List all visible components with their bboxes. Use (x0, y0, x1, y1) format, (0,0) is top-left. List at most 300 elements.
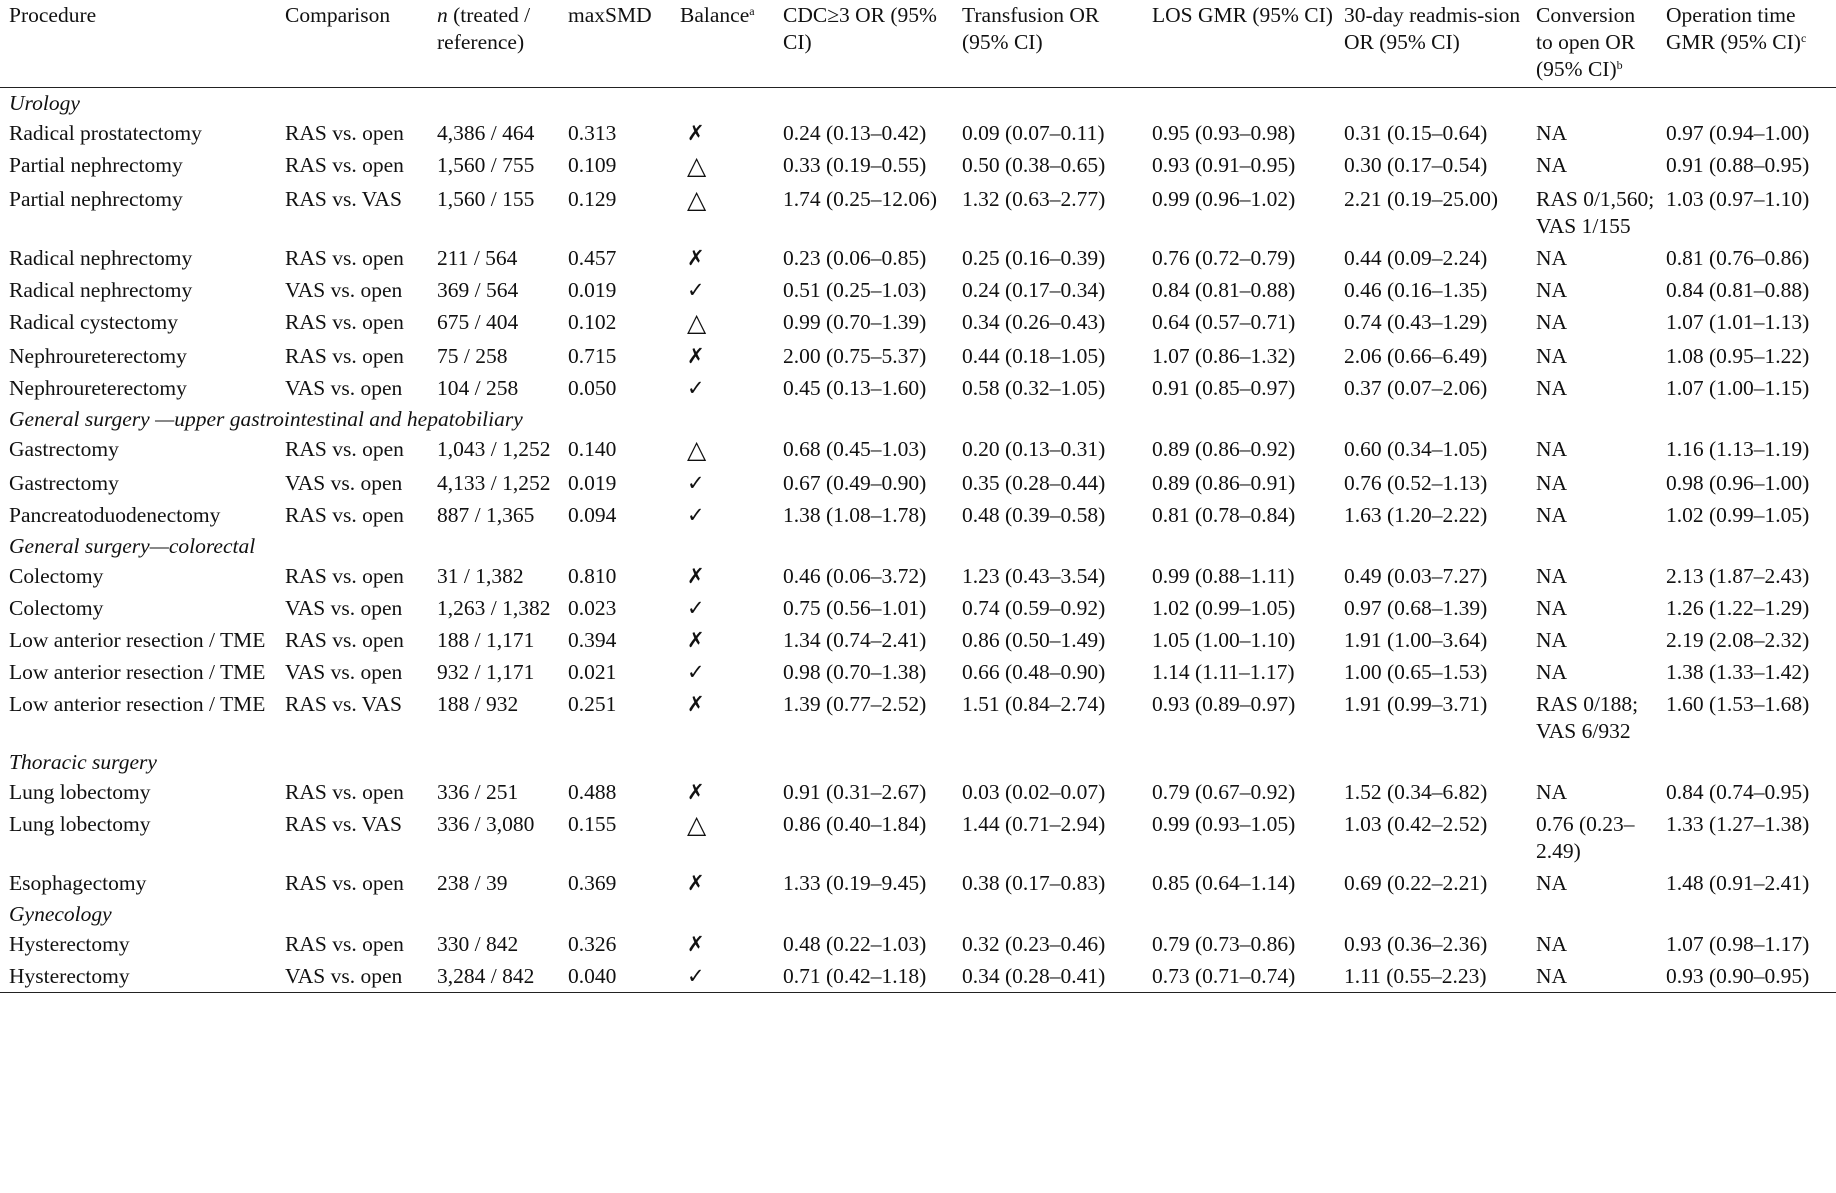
cell-maxsmd: 0.488 (568, 780, 617, 804)
header-conversion-footnote: b (1616, 58, 1623, 72)
cell-procedure: Hysterectomy (9, 932, 130, 956)
cell-los-gmr: 0.99 (0.93–1.05) (1152, 812, 1296, 836)
balance-cross-icon (671, 776, 774, 808)
cell-maxsmd: 0.023 (568, 596, 617, 620)
cell-los-gmr: 0.76 (0.72–0.79) (1152, 246, 1296, 270)
header-balance (671, 0, 774, 88)
cell-conversion-or: NA (1536, 246, 1568, 270)
section-row-thoracic (0, 747, 1836, 776)
cell-maxsmd: 0.155 (568, 812, 617, 836)
cell-transfusion-or: 0.58 (0.32–1.05) (962, 376, 1106, 400)
cell-maxsmd: 0.810 (568, 564, 617, 588)
cell-n: 75 / 258 (437, 344, 508, 368)
cell-optime-gmr: 0.84 (0.74–0.95) (1666, 780, 1810, 804)
cell-optime-gmr: 2.13 (1.87–2.43) (1666, 564, 1810, 588)
cell-readmission-or: 0.49 (0.03–7.27) (1344, 564, 1488, 588)
balance-check-icon (671, 499, 774, 531)
cell-los-gmr: 0.84 (0.81–0.88) (1152, 278, 1296, 302)
cell-transfusion-or: 0.48 (0.39–0.58) (962, 503, 1106, 527)
cell-n: 887 / 1,365 (437, 503, 535, 527)
cell-conversion-or: NA (1536, 628, 1568, 652)
cell-comparison: RAS vs. open (285, 564, 404, 588)
balance-symbol: ✗ (687, 780, 705, 804)
cell-transfusion-or: 0.86 (0.50–1.49) (962, 628, 1106, 652)
cell-comparison: RAS vs. VAS (285, 187, 402, 211)
cell-procedure: Low anterior resection / TME (9, 692, 266, 716)
table-row (0, 117, 1836, 149)
header-balance-text: Balance (680, 3, 750, 27)
cell-los-gmr: 0.79 (0.67–0.92) (1152, 780, 1296, 804)
balance-triangle-icon (671, 808, 774, 867)
cell-n: 3,284 / 842 (437, 964, 535, 988)
table-row (0, 372, 1836, 404)
cell-optime-gmr: 1.16 (1.13–1.19) (1666, 437, 1810, 461)
cell-readmission-or: 0.97 (0.68–1.39) (1344, 596, 1488, 620)
cell-conversion-or: NA (1536, 964, 1568, 988)
cell-readmission-or: 2.06 (0.66–6.49) (1344, 344, 1488, 368)
table-row (0, 433, 1836, 467)
cell-procedure: Lung lobectomy (9, 780, 151, 804)
balance-symbol: △ (687, 810, 707, 839)
cell-transfusion-or: 0.32 (0.23–0.46) (962, 932, 1106, 956)
table-row (0, 960, 1836, 993)
cell-conversion-or: NA (1536, 376, 1568, 400)
cell-maxsmd: 0.050 (568, 376, 617, 400)
cell-procedure: Colectomy (9, 564, 104, 588)
cell-comparison: VAS vs. open (285, 376, 403, 400)
cell-n: 336 / 251 (437, 780, 519, 804)
cell-procedure: Hysterectomy (9, 964, 130, 988)
cell-n: 1,560 / 155 (437, 187, 535, 211)
cell-transfusion-or: 0.20 (0.13–0.31) (962, 437, 1106, 461)
cell-los-gmr: 0.95 (0.93–0.98) (1152, 121, 1296, 145)
cell-procedure: Nephroureterectomy (9, 344, 187, 368)
cell-readmission-or: 2.21 (0.19–25.00) (1344, 187, 1499, 211)
cell-transfusion-or: 0.09 (0.07–0.11) (962, 121, 1105, 145)
cell-comparison: RAS vs. open (285, 628, 404, 652)
cell-readmission-or: 0.37 (0.07–2.06) (1344, 376, 1488, 400)
balance-check-icon (671, 656, 774, 688)
balance-symbol: ✗ (687, 564, 705, 588)
cell-readmission-or: 0.74 (0.43–1.29) (1344, 310, 1488, 334)
cell-transfusion-or: 0.25 (0.16–0.39) (962, 246, 1106, 270)
cell-conversion-or: RAS 0/1,560; VAS 1/155 (1536, 187, 1655, 238)
balance-symbol: △ (687, 308, 707, 337)
balance-symbol: ✗ (687, 628, 705, 652)
table-row (0, 808, 1836, 867)
cell-maxsmd: 0.021 (568, 660, 617, 684)
cell-cdc-or: 0.45 (0.13–1.60) (783, 376, 927, 400)
cell-readmission-or: 0.76 (0.52–1.13) (1344, 471, 1488, 495)
cell-transfusion-or: 0.50 (0.38–0.65) (962, 153, 1106, 177)
cell-los-gmr: 1.14 (1.11–1.17) (1152, 660, 1295, 684)
cell-procedure: Pancreatoduodenectomy (9, 503, 221, 527)
cell-cdc-or: 1.74 (0.25–12.06) (783, 187, 938, 211)
balance-cross-icon (671, 867, 774, 899)
cell-transfusion-or: 0.34 (0.26–0.43) (962, 310, 1106, 334)
balance-symbol: △ (687, 151, 707, 180)
cell-maxsmd: 0.457 (568, 246, 617, 270)
cell-comparison: RAS vs. open (285, 310, 404, 334)
cell-optime-gmr: 0.81 (0.76–0.86) (1666, 246, 1810, 270)
cell-conversion-or: NA (1536, 310, 1568, 334)
cell-n: 31 / 1,382 (437, 564, 524, 588)
cell-conversion-or: RAS 0/188; VAS 6/932 (1536, 692, 1639, 743)
cell-transfusion-or: 0.38 (0.17–0.83) (962, 871, 1106, 895)
cell-cdc-or: 1.39 (0.77–2.52) (783, 692, 927, 716)
cell-conversion-or: NA (1536, 471, 1568, 495)
cell-los-gmr: 1.07 (0.86–1.32) (1152, 344, 1296, 368)
balance-cross-icon (671, 340, 774, 372)
header-n (428, 0, 559, 88)
cell-n: 1,263 / 1,382 (437, 596, 551, 620)
section-label: General surgery—colorectal (9, 534, 256, 558)
cell-comparison: RAS vs. open (285, 437, 404, 461)
cell-los-gmr: 0.81 (0.78–0.84) (1152, 503, 1296, 527)
table-row (0, 560, 1836, 592)
cell-comparison: VAS vs. open (285, 964, 403, 988)
cell-los-gmr: 0.64 (0.57–0.71) (1152, 310, 1296, 334)
cell-transfusion-or: 0.03 (0.02–0.07) (962, 780, 1106, 804)
balance-cross-icon (671, 688, 774, 747)
cell-cdc-or: 0.86 (0.40–1.84) (783, 812, 927, 836)
cell-cdc-or: 0.24 (0.13–0.42) (783, 121, 927, 145)
cell-conversion-or: NA (1536, 278, 1568, 302)
cell-n: 932 / 1,171 (437, 660, 535, 684)
cell-optime-gmr: 0.97 (0.94–1.00) (1666, 121, 1810, 145)
table-row (0, 274, 1836, 306)
balance-cross-icon (671, 117, 774, 149)
section-label: General surgery —upper gastrointestinal and hepatobiliary (9, 407, 523, 431)
balance-symbol: ✗ (687, 871, 705, 895)
cell-transfusion-or: 0.74 (0.59–0.92) (962, 596, 1106, 620)
cell-conversion-or: NA (1536, 871, 1568, 895)
cell-los-gmr: 0.73 (0.71–0.74) (1152, 964, 1296, 988)
cell-cdc-or: 1.38 (1.08–1.78) (783, 503, 927, 527)
cell-comparison: RAS vs. open (285, 246, 404, 270)
cell-los-gmr: 0.99 (0.96–1.02) (1152, 187, 1296, 211)
cell-procedure: Gastrectomy (9, 471, 119, 495)
header-optime-text: Operation time GMR (95% CI) (1666, 3, 1801, 54)
balance-symbol: ✓ (687, 964, 705, 988)
header-optime-footnote: c (1800, 31, 1807, 45)
table-row (0, 656, 1836, 688)
cell-optime-gmr: 1.60 (1.53–1.68) (1666, 692, 1810, 716)
header-procedure: Procedure (9, 3, 97, 27)
cell-comparison: VAS vs. open (285, 596, 403, 620)
cell-maxsmd: 0.109 (568, 153, 617, 177)
cell-optime-gmr: 1.26 (1.22–1.29) (1666, 596, 1810, 620)
cell-conversion-or: NA (1536, 780, 1568, 804)
cell-procedure: Lung lobectomy (9, 812, 151, 836)
cell-optime-gmr: 0.98 (0.96–1.00) (1666, 471, 1810, 495)
cell-optime-gmr: 1.08 (0.95–1.22) (1666, 344, 1810, 368)
cell-optime-gmr: 2.19 (2.08–2.32) (1666, 628, 1810, 652)
cell-n: 4,386 / 464 (437, 121, 535, 145)
cell-optime-gmr: 0.93 (0.90–0.95) (1666, 964, 1810, 988)
cell-los-gmr: 0.79 (0.73–0.86) (1152, 932, 1296, 956)
table-row (0, 688, 1836, 747)
cell-comparison: RAS vs. open (285, 932, 404, 956)
cell-cdc-or: 1.33 (0.19–9.45) (783, 871, 927, 895)
balance-cross-icon (671, 560, 774, 592)
cell-maxsmd: 0.715 (568, 344, 617, 368)
cell-cdc-or: 0.33 (0.19–0.55) (783, 153, 927, 177)
cell-comparison: RAS vs. open (285, 344, 404, 368)
cell-los-gmr: 0.89 (0.86–0.91) (1152, 471, 1296, 495)
balance-symbol: ✗ (687, 932, 705, 956)
cell-procedure: Esophagectomy (9, 871, 147, 895)
cell-optime-gmr: 1.03 (0.97–1.10) (1666, 187, 1810, 211)
cell-los-gmr: 0.85 (0.64–1.14) (1152, 871, 1296, 895)
cell-optime-gmr: 1.33 (1.27–1.38) (1666, 812, 1810, 836)
cell-los-gmr: 1.05 (1.00–1.10) (1152, 628, 1296, 652)
cell-conversion-or: NA (1536, 503, 1568, 527)
cell-comparison: RAS vs. open (285, 871, 404, 895)
cell-n: 211 / 564 (437, 246, 518, 270)
cell-readmission-or: 1.00 (0.65–1.53) (1344, 660, 1488, 684)
cell-cdc-or: 0.98 (0.70–1.38) (783, 660, 927, 684)
cell-maxsmd: 0.102 (568, 310, 617, 334)
header-cdc: CDC≥3 OR (95% CI) (783, 3, 937, 54)
header-optime (1657, 0, 1836, 88)
section-label: Thoracic surgery (9, 750, 157, 774)
balance-cross-icon (671, 928, 774, 960)
table-row (0, 867, 1836, 899)
balance-symbol: ✓ (687, 596, 705, 620)
balance-symbol: ✗ (687, 692, 705, 716)
cell-readmission-or: 1.52 (0.34–6.82) (1344, 780, 1488, 804)
cell-maxsmd: 0.140 (568, 437, 617, 461)
balance-triangle-icon (671, 433, 774, 467)
cell-procedure: Low anterior resection / TME (9, 628, 266, 652)
cell-procedure: Partial nephrectomy (9, 187, 183, 211)
cell-n: 104 / 258 (437, 376, 519, 400)
cell-cdc-or: 0.46 (0.06–3.72) (783, 564, 927, 588)
balance-cross-icon (671, 624, 774, 656)
cell-procedure: Low anterior resection / TME (9, 660, 266, 684)
cell-optime-gmr: 1.02 (0.99–1.05) (1666, 503, 1810, 527)
cell-procedure: Nephroureterectomy (9, 376, 187, 400)
cell-cdc-or: 0.51 (0.25–1.03) (783, 278, 927, 302)
cell-n: 188 / 932 (437, 692, 519, 716)
cell-maxsmd: 0.094 (568, 503, 617, 527)
balance-check-icon (671, 372, 774, 404)
balance-check-icon (671, 960, 774, 993)
balance-symbol: ✓ (687, 471, 705, 495)
cell-maxsmd: 0.251 (568, 692, 617, 716)
balance-symbol: ✓ (687, 376, 705, 400)
balance-triangle-icon (671, 149, 774, 183)
table-row (0, 306, 1836, 340)
cell-comparison: VAS vs. open (285, 660, 403, 684)
cell-procedure: Partial nephrectomy (9, 153, 183, 177)
cell-optime-gmr: 1.38 (1.33–1.42) (1666, 660, 1810, 684)
cell-conversion-or: NA (1536, 932, 1568, 956)
section-row-colorectal (0, 531, 1836, 560)
header-los: LOS GMR (95% CI) (1152, 3, 1333, 27)
header-transfusion: Transfusion OR (95% CI) (962, 3, 1100, 54)
balance-symbol: ✗ (687, 121, 705, 145)
cell-transfusion-or: 1.44 (0.71–2.94) (962, 812, 1106, 836)
balance-symbol: ✗ (687, 246, 705, 270)
cell-optime-gmr: 0.91 (0.88–0.95) (1666, 153, 1810, 177)
table-row (0, 928, 1836, 960)
cell-los-gmr: 0.89 (0.86–0.92) (1152, 437, 1296, 461)
cell-readmission-or: 1.03 (0.42–2.52) (1344, 812, 1488, 836)
balance-check-icon (671, 592, 774, 624)
cell-maxsmd: 0.129 (568, 187, 617, 211)
cell-procedure: Colectomy (9, 596, 104, 620)
cell-n: 4,133 / 1,252 (437, 471, 551, 495)
section-label: Gynecology (9, 902, 112, 926)
table-row (0, 499, 1836, 531)
balance-symbol: ✓ (687, 660, 705, 684)
balance-symbol: ✗ (687, 344, 705, 368)
cell-maxsmd: 0.040 (568, 964, 617, 988)
balance-triangle-icon (671, 306, 774, 340)
table-row (0, 183, 1836, 242)
cell-comparison: RAS vs. open (285, 153, 404, 177)
cell-transfusion-or: 0.66 (0.48–0.90) (962, 660, 1106, 684)
cell-optime-gmr: 1.07 (1.00–1.15) (1666, 376, 1810, 400)
section-label: Urology (9, 91, 80, 115)
table-row (0, 624, 1836, 656)
cell-comparison: RAS vs. open (285, 121, 404, 145)
cell-n: 238 / 39 (437, 871, 508, 895)
cell-n: 1,043 / 1,252 (437, 437, 551, 461)
cell-procedure: Radical nephrectomy (9, 246, 193, 270)
cell-maxsmd: 0.394 (568, 628, 617, 652)
cell-comparison: RAS vs. VAS (285, 692, 402, 716)
cell-cdc-or: 0.23 (0.06–0.85) (783, 246, 927, 270)
cell-n: 675 / 404 (437, 310, 519, 334)
cell-readmission-or: 0.30 (0.17–0.54) (1344, 153, 1488, 177)
header-conversion (1527, 0, 1657, 88)
cell-readmission-or: 1.63 (1.20–2.22) (1344, 503, 1488, 527)
balance-symbol: △ (687, 435, 707, 464)
cell-n: 1,560 / 755 (437, 153, 535, 177)
cell-readmission-or: 0.93 (0.36–2.36) (1344, 932, 1488, 956)
cell-readmission-or: 0.69 (0.22–2.21) (1344, 871, 1488, 895)
cell-maxsmd: 0.019 (568, 278, 617, 302)
cell-comparison: VAS vs. open (285, 471, 403, 495)
cell-conversion-or: NA (1536, 596, 1568, 620)
cell-cdc-or: 0.75 (0.56–1.01) (783, 596, 927, 620)
section-row-gynecology (0, 899, 1836, 928)
table-row (0, 776, 1836, 808)
cell-n: 188 / 1,171 (437, 628, 535, 652)
balance-triangle-icon (671, 183, 774, 242)
cell-comparison: RAS vs. VAS (285, 812, 402, 836)
header-n-text: (treated / reference) (437, 3, 531, 54)
balance-check-icon (671, 467, 774, 499)
cell-conversion-or: NA (1536, 660, 1568, 684)
balance-cross-icon (671, 242, 774, 274)
cell-n: 336 / 3,080 (437, 812, 535, 836)
cell-optime-gmr: 0.84 (0.81–0.88) (1666, 278, 1810, 302)
cell-procedure: Radical nephrectomy (9, 278, 193, 302)
cell-comparison: VAS vs. open (285, 278, 403, 302)
cell-conversion-or: NA (1536, 153, 1568, 177)
cell-readmission-or: 0.44 (0.09–2.24) (1344, 246, 1488, 270)
cell-readmission-or: 1.91 (0.99–3.71) (1344, 692, 1488, 716)
section-row-upper-gi (0, 404, 1836, 433)
section-row-urology (0, 88, 1836, 118)
header-readmission: 30-day readmis-sion OR (95% CI) (1344, 3, 1521, 54)
cell-transfusion-or: 0.24 (0.17–0.34) (962, 278, 1106, 302)
cell-cdc-or: 0.99 (0.70–1.39) (783, 310, 927, 334)
header-balance-footnote: a (749, 4, 755, 18)
cell-optime-gmr: 1.07 (1.01–1.13) (1666, 310, 1810, 334)
cell-maxsmd: 0.326 (568, 932, 617, 956)
cell-los-gmr: 0.93 (0.91–0.95) (1152, 153, 1296, 177)
cell-readmission-or: 0.31 (0.15–0.64) (1344, 121, 1488, 145)
cell-transfusion-or: 0.44 (0.18–1.05) (962, 344, 1106, 368)
header-maxsmd: maxSMD (568, 3, 652, 27)
cell-cdc-or: 2.00 (0.75–5.37) (783, 344, 927, 368)
cell-los-gmr: 1.02 (0.99–1.05) (1152, 596, 1296, 620)
cell-cdc-or: 0.71 (0.42–1.18) (783, 964, 927, 988)
cell-maxsmd: 0.313 (568, 121, 617, 145)
cell-cdc-or: 1.34 (0.74–2.41) (783, 628, 927, 652)
cell-readmission-or: 1.91 (1.00–3.64) (1344, 628, 1488, 652)
cell-readmission-or: 1.11 (0.55–2.23) (1344, 964, 1487, 988)
cell-comparison: RAS vs. open (285, 503, 404, 527)
cell-transfusion-or: 1.23 (0.43–3.54) (962, 564, 1106, 588)
cell-conversion-or: NA (1536, 564, 1568, 588)
header-comparison: Comparison (285, 3, 391, 27)
cell-transfusion-or: 1.51 (0.84–2.74) (962, 692, 1106, 716)
table-row (0, 149, 1836, 183)
cell-conversion-or: NA (1536, 121, 1568, 145)
cell-los-gmr: 0.91 (0.85–0.97) (1152, 376, 1296, 400)
balance-symbol: ✓ (687, 503, 705, 527)
balance-symbol: ✓ (687, 278, 705, 302)
cell-procedure: Radical prostatectomy (9, 121, 202, 145)
cell-procedure: Gastrectomy (9, 437, 119, 461)
cell-conversion-or: NA (1536, 344, 1568, 368)
header-row (0, 0, 1836, 88)
cell-optime-gmr: 1.48 (0.91–2.41) (1666, 871, 1810, 895)
cell-cdc-or: 0.67 (0.49–0.90) (783, 471, 927, 495)
cell-conversion-or: 0.76 (0.23–2.49) (1536, 812, 1635, 863)
cell-readmission-or: 0.60 (0.34–1.05) (1344, 437, 1488, 461)
cell-optime-gmr: 1.07 (0.98–1.17) (1666, 932, 1810, 956)
cell-cdc-or: 0.48 (0.22–1.03) (783, 932, 927, 956)
header-n-italic: n (437, 3, 448, 27)
table-body (0, 88, 1836, 993)
cell-cdc-or: 0.68 (0.45–1.03) (783, 437, 927, 461)
table-row (0, 242, 1836, 274)
table-row (0, 467, 1836, 499)
cell-procedure: Radical cystectomy (9, 310, 178, 334)
cell-n: 330 / 842 (437, 932, 519, 956)
cell-cdc-or: 0.91 (0.31–2.67) (783, 780, 927, 804)
header-conversion-text: Conversion to open OR (95% CI) (1536, 3, 1636, 81)
cell-comparison: RAS vs. open (285, 780, 404, 804)
cell-transfusion-or: 0.34 (0.28–0.41) (962, 964, 1106, 988)
table-row (0, 340, 1836, 372)
cell-los-gmr: 0.93 (0.89–0.97) (1152, 692, 1296, 716)
balance-check-icon (671, 274, 774, 306)
cell-maxsmd: 0.019 (568, 471, 617, 495)
table-row (0, 592, 1836, 624)
cell-los-gmr: 0.99 (0.88–1.11) (1152, 564, 1295, 588)
cell-n: 369 / 564 (437, 278, 519, 302)
balance-symbol: △ (687, 185, 707, 214)
cell-readmission-or: 0.46 (0.16–1.35) (1344, 278, 1488, 302)
